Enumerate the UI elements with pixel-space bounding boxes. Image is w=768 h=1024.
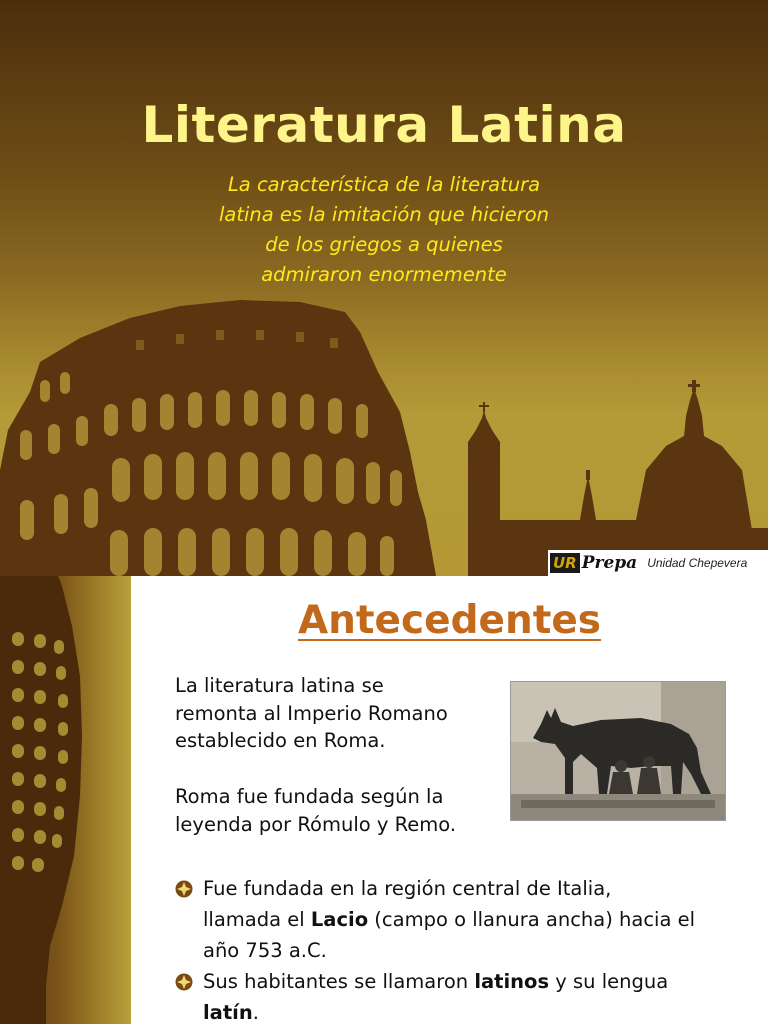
urprepa-logo	[548, 550, 768, 576]
logo-ur-mark: UR	[550, 553, 580, 573]
bullet-bold-term: Lacio	[310, 908, 369, 931]
bullet-bold-term: latín	[203, 1001, 253, 1024]
logo-prepa-text: Prepa	[581, 553, 638, 573]
slide-title: Literatura Latina	[141, 96, 627, 154]
list-item	[175, 873, 735, 966]
bullet-line	[203, 997, 735, 1024]
paragraph-line: La literatura latina se	[175, 674, 384, 697]
colosseum-side-panel	[0, 576, 131, 1024]
bullet-text: (campo o llanura ancha) hacia el	[368, 908, 696, 931]
list-item	[175, 966, 735, 1024]
bullet-text: llamada el	[203, 908, 311, 931]
bullet-text: Sus habitantes se llamaron	[203, 970, 475, 993]
subtitle-line: de los griegos a quienes	[265, 233, 503, 256]
paragraph-origin	[175, 672, 495, 755]
paragraph-line: Roma fue fundada según la	[175, 785, 444, 808]
cross-bullet-icon	[175, 973, 193, 991]
capitoline-wolf-image	[510, 681, 726, 821]
subtitle-line: latina es la imitación que hicieron	[218, 203, 550, 226]
slide-subtitle	[184, 170, 584, 290]
bullet-text: y su lengua	[549, 970, 669, 993]
bullet-line	[203, 904, 735, 935]
paragraph-line: establecido en Roma.	[175, 729, 386, 752]
paragraph-legend	[175, 783, 495, 838]
bullet-line	[203, 966, 735, 997]
bullet-text: .	[252, 1001, 259, 1024]
bullet-line: Fue fundada en la región central de Italia,	[203, 877, 612, 900]
antecedentes-slide	[0, 576, 768, 1024]
slide-heading: Antecedentes	[297, 598, 602, 643]
bullet-bold-term: latinos	[474, 970, 550, 993]
facts-list	[175, 873, 735, 1024]
colosseum-side-silhouette	[0, 576, 131, 1024]
logo-unit-name: Unidad Chepevera	[647, 556, 748, 570]
paragraph-line: leyenda por Rómulo y Remo.	[175, 812, 457, 836]
subtitle-line: La característica de la literatura	[227, 173, 541, 196]
paragraph-line: remonta al Imperio Romano	[175, 701, 448, 725]
subtitle-line: admiraron enormemente	[261, 263, 507, 286]
cross-bullet-icon	[175, 880, 193, 898]
bullet-line: año 753 a.C.	[203, 939, 327, 962]
